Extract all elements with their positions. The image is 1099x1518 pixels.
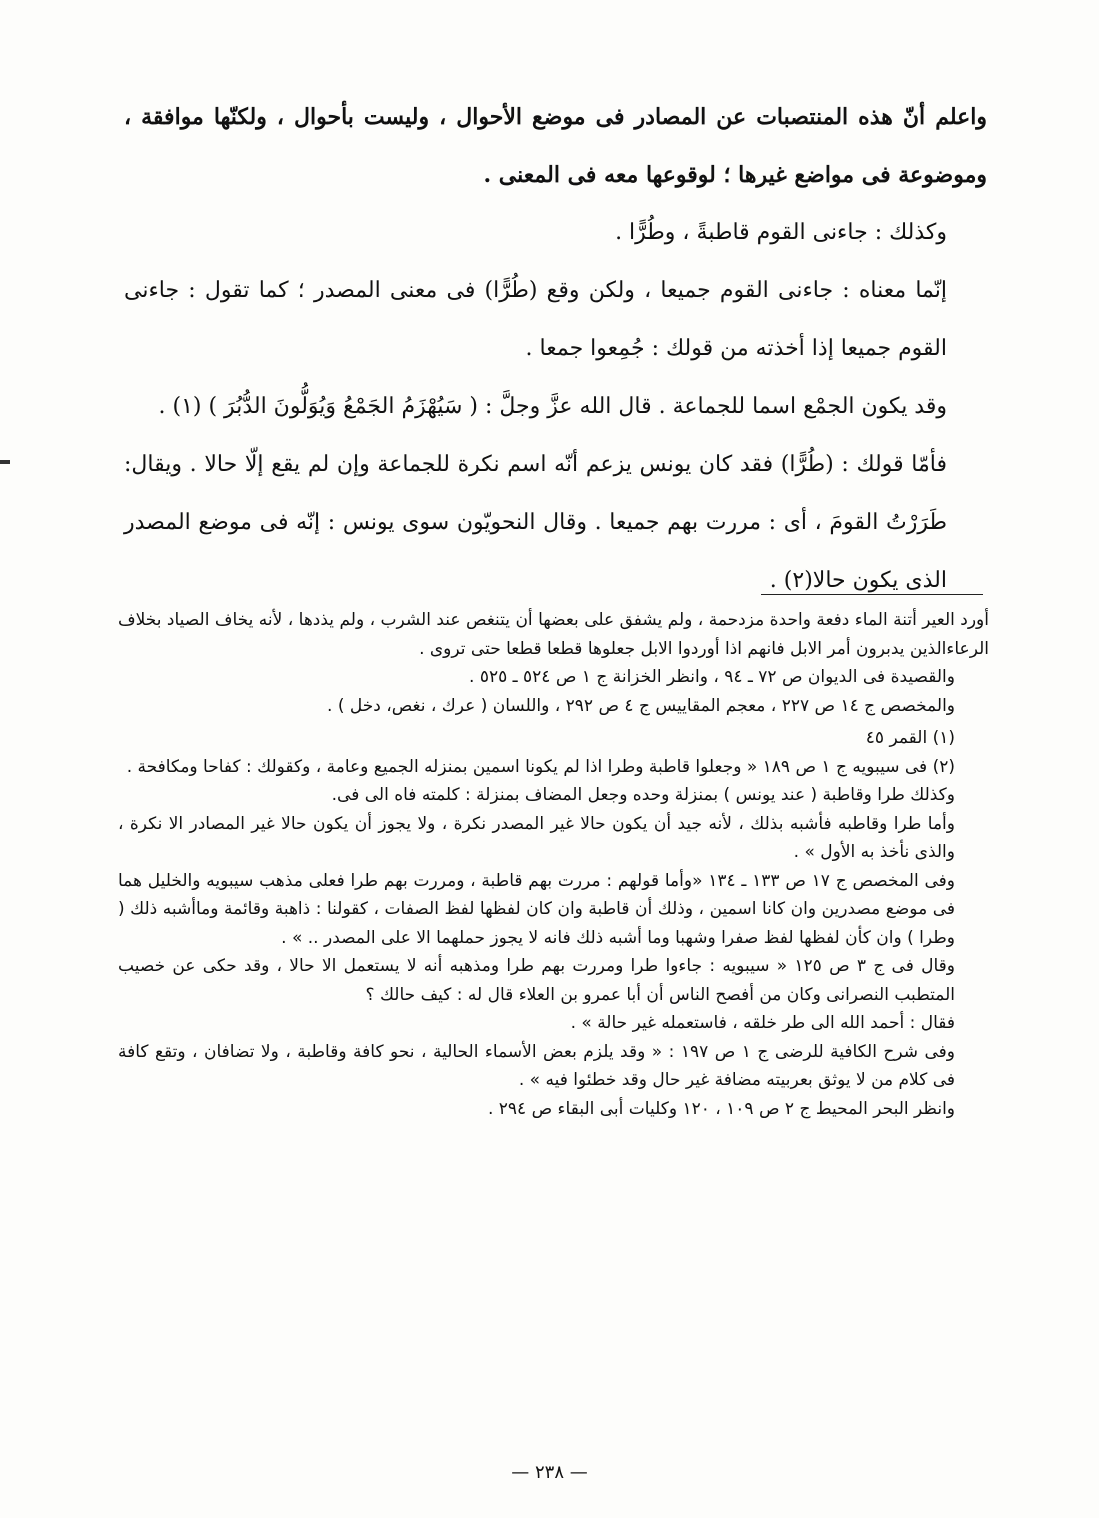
paragraph-2: وكذلك : جاءنى القوم قاطبةً ، وطُرًّا . xyxy=(615,220,947,245)
footnote-line: فقال : أحمد الله الى طر خلقه ، فاستعمله غير حالة » . xyxy=(570,1013,955,1033)
footnote-line: وفى المخصص ج ١٧ ص ١٣٣ ـ ١٣٤ «وأما قولهم : مررت بهم قاطبة ، ومررت بهم طرا فعلى مذهب سيبويه والخليل هما فى موضع مصدرين وان كانا اسمين ، وذلك أن قاطبة وان كان لفظها لفظ الصفات ، كقولنا : ذاهبة وقائمة وماأشبه ذلك ( وطرا ) وان كأن لفظها لفظ صفرا وشهبا وما أشبه ذلك فانه لا يجوز حملهما الا على المصدر .. » . xyxy=(118,870,955,948)
footnote-line: وانظر البحر المحيط ج ٢ ص ١٠٩ ، ١٢٠ وكليات أبى البقاء ص ٢٩٤ . xyxy=(487,1098,955,1119)
footnote-2: (٢) فى سيبويه ج ١ ص ١٨٩ « وجعلوا قاطبة وطرا اذا لم يكونا اسمين بمنزله الجميع وعامة ، وكقولك : كفاحا ومكافحة . xyxy=(126,756,955,777)
paragraph-5: فأمّا قولك : (طُرًّا) فقد كان يونس يزعم أنّه اسم نكرة للجماعة وإن لم يقع إلّا حالا . ويقال: طَرَرْتُ القومَ ، أى : مررت بهم جميعا . وقال النحويّون سوى يونس : إنّه فى موضع المصدر الذى يكون حالا(٢) . xyxy=(124,452,947,593)
page-number: — ٢٣٨ — xyxy=(511,1462,588,1483)
footnote-line: والقصيدة فى الديوان ص ٧٢ ـ ٩٤ ، وانظر الخزانة ج ١ ص ٥٢٤ ـ ٥٢٥ . xyxy=(469,667,955,687)
paragraph-1: واعلم أنّ هذه المنتصبات عن المصادر فى موضع الأحوال ، وليست بأحوال ، ولكنّها موافقة ، وموضوعة فى مواضع غيرها ؛ لوقوعها معه فى المعنى . xyxy=(124,104,987,188)
footnote-line: والمخصص ج ١٤ ص ٢٢٧ ، معجم المقاييس ج ٤ ص ٢٩٢ ، واللسان ( عرك ، نغص، دخل ) . xyxy=(327,695,955,716)
footnote-line: أورد العير أتنة الماء دفعة واحدة مزدحمة ، ولم يشفق على بعضها أن يتنغص عند الشرب ، ولم يذدها ، لأنه يخاف الصياد بخلاف الرعاءالذين يدبرون أمر الابل فانهم اذا أوردوا الابل جعلوها قطعا قطعا حتى تروى . xyxy=(118,610,989,659)
footnote-divider xyxy=(761,594,983,595)
footnote-line: وأما طرا وقاطبه فأشبه بذلك ، لأنه جيد أن يكون حالا غير المصدر نكرة ، ولا يجوز أن يكون حالا غير المصادر الا نكرة ، والذى نأخذ به الأول » . xyxy=(118,813,955,862)
footnote-line: وقال فى ج ٣ ص ١٢٥ « سيبويه : جاءوا طرا ومررت بهم طرا ومذهبه أنه لا يستعمل الا حالا ، وقد حكى عن خصيب المتطبب النصرانى وكان من أفصح الناس أن أبا عمرو بن العلاء قال له : كيف حالك ؟ xyxy=(118,956,955,1005)
footnote-line: وفى شرح الكافية للرضى ج ١ ص ١٩٧ : « وقد يلزم بعض الأسماء الحالية ، نحو كافة وقاطبة ، ولا تضافان ، وتقع كافة فى كلام من لا يوثق بعربيته مضافة غير حال وقد خطئوا فيه » . xyxy=(118,1041,955,1090)
main-text xyxy=(124,88,987,610)
footnote-line: وكذلك طرا وقاطبة ( عند يونس ) بمنزلة وحده وجعل المضاف بمنزلة : كلمته فاه الى فى. xyxy=(331,785,955,805)
footnote-1: (١) القمر ٤٥ xyxy=(865,728,955,748)
margin-mark xyxy=(0,460,10,464)
footnotes xyxy=(118,606,989,1123)
paragraph-4: وقد يكون الجمْع اسما للجماعة . قال الله عزَّ وجلَّ : ( سَيُهْزَمُ الجَمْعُ وَيُوَلُّونَ الدُّبُرَ ) (١) . xyxy=(158,394,947,419)
paragraph-3: إنّما معناه : جاءنى القوم جميعا ، ولكن وقع (طُرًّا) فى معنى المصدر ؛ كما تقول : جاءنى القوم جميعا إذا أخذته من قولك : جُمِعوا جمعا . xyxy=(124,278,947,361)
